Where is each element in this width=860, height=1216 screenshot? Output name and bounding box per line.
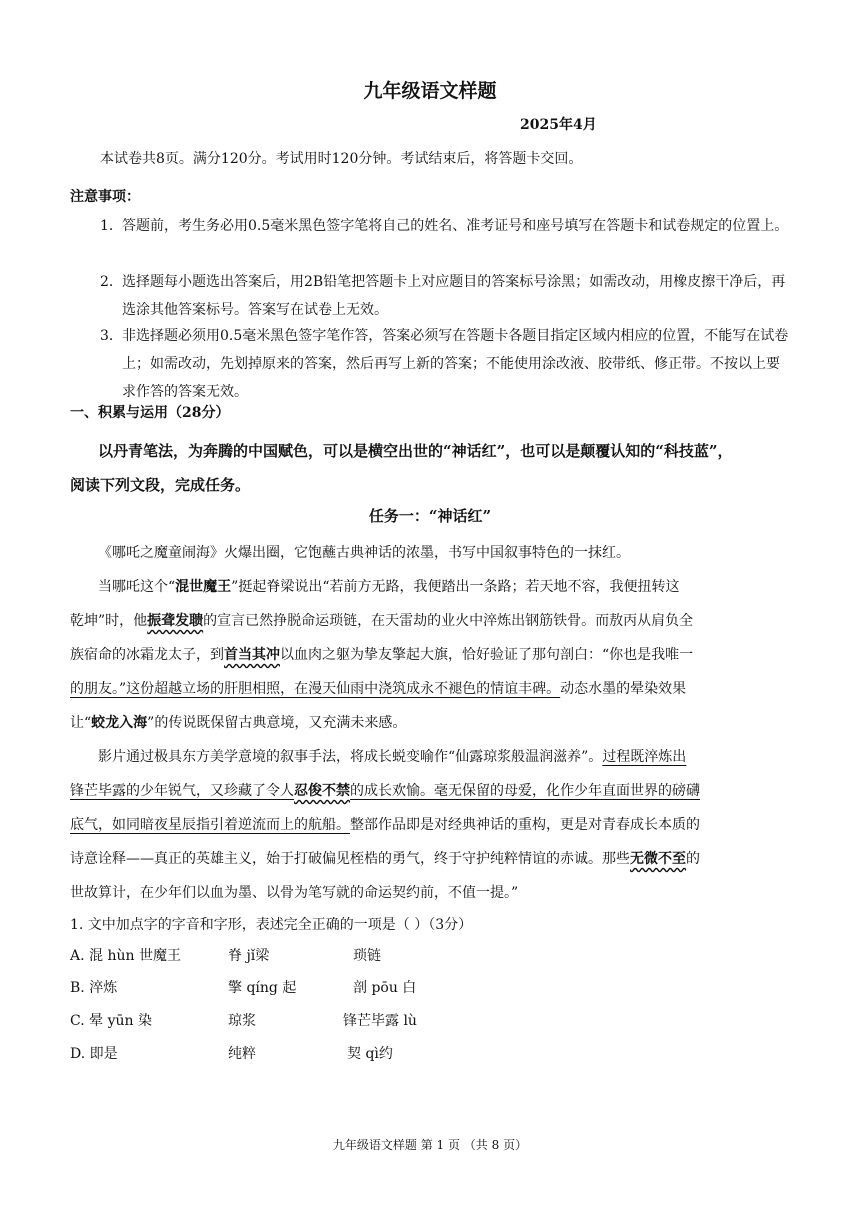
underlined-sentence: 的朋友。 [70, 681, 119, 697]
text-run: 乾坤”时，他 [70, 613, 148, 629]
passage-line [70, 706, 792, 740]
text-run: 的宣言已然挣脱命运琐链，在天雷劫的业火中淬炼出钢筋铁骨。而敖丙从肩负全 [203, 613, 694, 629]
option-item: 琐链 [353, 948, 381, 964]
option-label: D. 即是 [70, 1046, 118, 1062]
text-run: 当哪吒这个“ [98, 579, 176, 595]
notice-number: 2． [100, 274, 123, 290]
notice-text: 选择题每小题选出答案后，用2B铅笔把答题卡上对应题目的答案标号涂黑；如需改动，用橡皮擦干净后，再选涂其他答案标号。答案写在试卷上无效。 [122, 274, 786, 318]
notice-text: 答题前，考生务必用0.5毫米黑色签字笔将自己的姓名、准考证号和座号填写在答题卡和试卷规定的位置上。 [122, 218, 789, 234]
option-item: 脊 jǐ梁 [228, 948, 270, 964]
option-item: 契 qì约 [347, 1046, 393, 1062]
notice-text: 非选择题必须用0.5毫米黑色签字笔作答，答案必须写在答题卡各题目指定区域内相应的位置，不能写在试卷上；如需改动，先划掉原来的答案，然后再写上新的答案；不能使用涂改液、胶带纸、修正带。不按以上要求作答的答案无效。 [122, 328, 789, 400]
underlined-sentence: 的成长欢愉。 [350, 783, 434, 799]
lead-line: 阅读下列文段，完成任务。 [70, 476, 251, 494]
wavy-underlined-term: 振聋发聩 [147, 613, 204, 629]
exam-intro: 本试卷共8页。满分120分。考试用时120分钟。考试结束后，将答题卡交回。 [100, 151, 583, 167]
notice-item-1 [100, 212, 790, 240]
passage-line [70, 604, 792, 638]
passage-paragraph-3 [70, 740, 792, 910]
passage-line [70, 774, 792, 808]
passage-line: 世故算计，在少年们以血为墨、以骨为笔写就的命运契约前，不值一提。” [70, 885, 519, 901]
exam-title: 九年级语文样题 [363, 80, 497, 102]
notice-heading: 注意事项： [70, 189, 140, 205]
underlined-sentence: 过程既淬炼出 [602, 749, 687, 765]
underlined-sentence: 底气，如同暗夜星辰指引着逆流而上的航船。 [70, 817, 350, 833]
text-run: 的 [686, 851, 700, 867]
notice-number: 3． [100, 328, 123, 344]
text-run: 那些 [602, 851, 630, 867]
wavy-underlined-term: 忍俊不禁 [294, 783, 350, 799]
passage-line [70, 638, 792, 672]
underlined-sentence: ”这份超越立场的肝胆相照，在漫天仙雨中浇筑成永不褪色的情谊丰碑。 [119, 681, 561, 697]
text-run: 以血肉之躯为挚友擎起大旗，恰好验证了那句剖白：“你也是我唯一 [280, 647, 694, 663]
passage-line [70, 842, 792, 876]
notice-number: 1． [100, 218, 123, 234]
option-item: 纯粹 [228, 1046, 256, 1062]
wavy-underlined-term: 首当其冲 [224, 647, 280, 663]
text-run: 让“ [70, 715, 92, 731]
text-run: 诗意诠释——真正的英雄主义，始于打破偏见桎梏的勇气，终于守护纯粹情谊的赤诚。 [70, 851, 602, 867]
page-footer: 九年级语文样题 第 1 页 （共 8 页） [332, 1138, 528, 1152]
exam-date: 2025年4月 [520, 117, 597, 133]
lead-line: 以丹青笔法，为奔腾的中国赋色，可以是横空出世的“神话红”，也可以是颠覆认知的“科技蓝”， [98, 442, 733, 460]
passage-paragraph-2 [70, 570, 792, 740]
option-label: C. 晕 yūn 染 [70, 1013, 152, 1029]
text-run: ”的传说既保留古典意境，又充满未来感。 [147, 715, 407, 731]
passage-line [70, 672, 792, 706]
underlined-sentence: 锋芒毕露的少年锐气，又珍藏了令人 [70, 783, 294, 799]
option-label: A. 混 hùn 世魔王 [70, 948, 181, 964]
text-run: 动态水墨的晕染效果 [560, 681, 687, 697]
section-lead [70, 434, 792, 502]
option-item: 擎 qíng 起 [228, 980, 297, 996]
text-run: ”挺起脊梁说出“若前方无路，我便踏出一条路；若天地不容，我便扭转这 [231, 579, 680, 595]
notice-item-3 [100, 322, 790, 406]
text-run: 整部作品即是对经典神话的重构，更是对青春成长本质的 [350, 817, 700, 833]
passage-line [70, 570, 792, 604]
option-item: 琼浆 [228, 1013, 256, 1029]
wavy-underlined-term: 无微不至 [630, 851, 686, 867]
underlined-sentence: 毫无保留的母爱，化作少年直面世界的磅礴 [434, 783, 700, 799]
passage-line [70, 740, 792, 774]
bold-term: 蛟龙入海 [91, 715, 148, 731]
option-label: B. 淬炼 [70, 980, 118, 996]
option-item: 锋芒毕露 lù [343, 1013, 417, 1029]
bold-term: 混世魔王 [175, 579, 232, 595]
text-run: 影片通过极具东方美学意境的叙事手法，将成长蜕变喻作“仙露琼浆般温润滋养”。 [98, 749, 603, 765]
notice-item-2 [100, 268, 790, 324]
passage-line: 《哪吒之魔童闹海》火爆出圈，它饱蘸古典神话的浓墨，书写中国叙事特色的一抹红。 [98, 545, 630, 561]
question-1-stem: 1. 文中加点字的字音和字形，表述完全正确的一项是（ ）（3分） [70, 917, 473, 933]
task-heading: 任务一：“神话红” [368, 507, 492, 525]
section-heading: 一、积累与运用（28分） [70, 405, 230, 421]
option-item: 剖 pōu 白 [353, 980, 417, 996]
text-run: 族宿命的冰霜龙太子，到 [70, 647, 224, 663]
passage-paragraph-1 [70, 536, 792, 570]
passage-line [70, 808, 792, 842]
